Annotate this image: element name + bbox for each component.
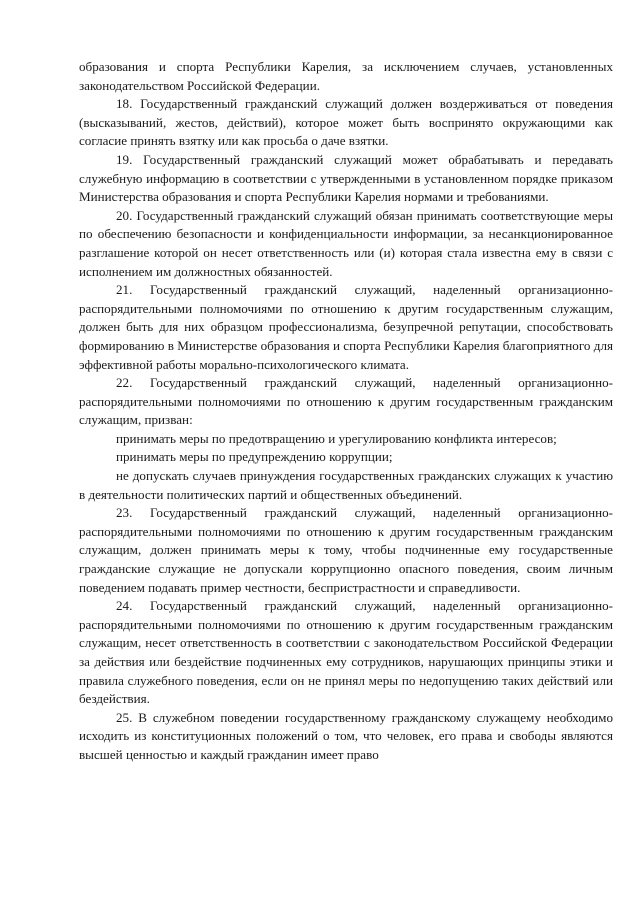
paragraph-17-continuation: образования и спорта Республики Карелия, за исключением случаев, установленных законодательством Российской Федерации.	[79, 59, 613, 93]
paragraph-21: 21. Государственный гражданский служащий, наделенный организационно-распорядительными полномочиями по отношению к другим государственным служащим, должен быть для них образцом профессионализма, безупречной репутации, способствовать формированию в Министерстве образования и спорта Республики Карелия благоприятного для эффективной работы морально-психологического климата.	[79, 282, 613, 372]
paragraph-23: 23. Государственный гражданский служащий, наделенный организационно-распорядительными полномочиями по отношению к другим государственным гражданским служащим, должен принимать меры к тому, чтобы подчиненные ему государственные гражданские служащие не допускали коррупционно опасного поведения, своим личным поведением подавать пример честности, беспристрастности и справедливости.	[79, 505, 613, 595]
paragraph-18: 18. Государственный гражданский служащий должен воздерживаться от поведения (высказываний, жестов, действий), которое может быть воспринято окружающими как согласие принять взятку или как просьба о даче взятки.	[79, 96, 613, 149]
document-body	[79, 58, 613, 765]
paragraph-24: 24. Государственный гражданский служащий, наделенный организационно-распорядительными полномочиями по отношению к другим государственным гражданским служащим, несет ответственность в соответствии с законодательством Российской Федерации за действия или бездействие подчиненных ему сотрудников, нарушающих принципы этики и правила служебного поведения, если он не принял меры по недопущению таких действий или бездействия.	[79, 598, 613, 707]
paragraph-20: 20. Государственный гражданский служащий обязан принимать соответствующие меры по обеспечению безопасности и конфиденциальности информации, за несанкционированное разглашение которой он несет ответственность или (и) которая стала известна ему в связи с исполнением им должностных обязанностей.	[79, 207, 613, 279]
paragraph-22-item-corruption: принимать меры по предупреждению коррупции;	[116, 449, 393, 465]
paragraph-22: 22. Государственный гражданский служащий, наделенный организационно-распорядительными полномочиями по отношению к другим государственным гражданским служащим, призван:	[79, 375, 613, 428]
paragraph-22-item-conflict: принимать меры по предотвращению и урегулированию конфликта интересов;	[116, 430, 557, 446]
paragraph-19: 19. Государственный гражданский служащий может обрабатывать и передавать служебную информацию в соответствии с утвержденными в установленном порядке приказом Министерства образования и спорта Республики Карелия нормами и требованиями.	[79, 151, 613, 205]
paragraph-22-item-coercion: не допускать случаев принуждения государственных гражданских служащих к участию в деятельности политических партий и общественных объединений.	[79, 468, 613, 502]
paragraph-25: 25. В служебном поведении государственному гражданскому служащему необходимо исходить из конституционных положений о том, что человек, его права и свободы являются высшей ценностью и каждый гражданин имеет право	[79, 709, 613, 762]
